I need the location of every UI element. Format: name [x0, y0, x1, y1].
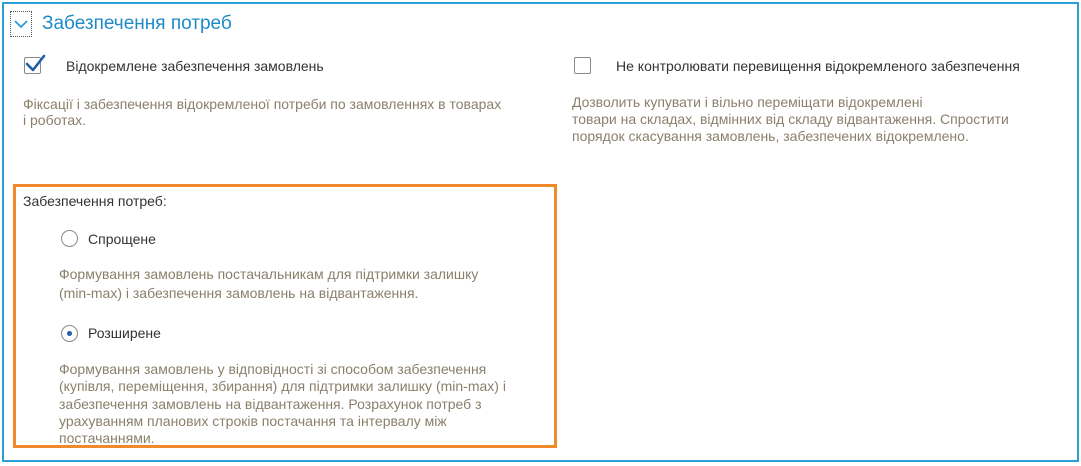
separate-provision-hint-2: і роботах. [23, 112, 86, 128]
no-control-exceed-hint-2: товари на складах, відмінних від складу відвантаження. Спростити [572, 111, 1009, 127]
no-control-exceed-hint-1: Дозволить купувати і вільно переміщати відокремлені [572, 94, 923, 110]
group-title: Забезпечення потреб [42, 13, 232, 34]
no-control-exceed-checkbox[interactable] [574, 57, 591, 74]
extended-hint-2: (купівля, переміщення, збирання) для підтримки залишку (min-max) і [59, 378, 506, 394]
separate-provision-checkbox[interactable] [24, 57, 41, 74]
radio-extended[interactable] [61, 325, 78, 342]
radio-extended-label: Розширене [88, 325, 161, 341]
provision-mode-label: Забезпечення потреб: [23, 193, 167, 209]
separate-provision-label: Відокремлене забезпечення замовлень [66, 58, 324, 74]
radio-selected-dot [67, 331, 72, 336]
collapse-group-button[interactable] [10, 11, 32, 37]
no-control-exceed-label: Не контролювати перевищення відокремленого забезпечення [616, 58, 1020, 74]
extended-hint-3: забезпечення замовлень на відвантаження. Розрахунок потреб з [59, 396, 482, 412]
no-control-exceed-hint-3: порядок скасування замовлень, забезпечених відокремлено. [572, 128, 969, 144]
checkmark-icon [24, 53, 46, 75]
extended-hint-4: урахуванням планових строків постачання та інтервалу між [59, 413, 447, 429]
radio-simple[interactable] [61, 230, 78, 247]
extended-hint-1: Формування замовлень у відповідності зі способом забезпечення [59, 361, 487, 377]
simple-hint-2: (min-max) і забезпечення замовлень на відвантаження. [59, 285, 419, 301]
radio-simple-label: Спрощене [88, 231, 156, 247]
extended-hint-5: постачаннями. [59, 430, 155, 446]
separate-provision-hint-1: Фіксації і забезпечення відокремленої потреби по замовленнях в товарах [23, 96, 502, 112]
simple-hint-1: Формування замовлень постачальникам для підтримки залишку [59, 266, 479, 282]
chevron-down-icon [14, 19, 28, 29]
